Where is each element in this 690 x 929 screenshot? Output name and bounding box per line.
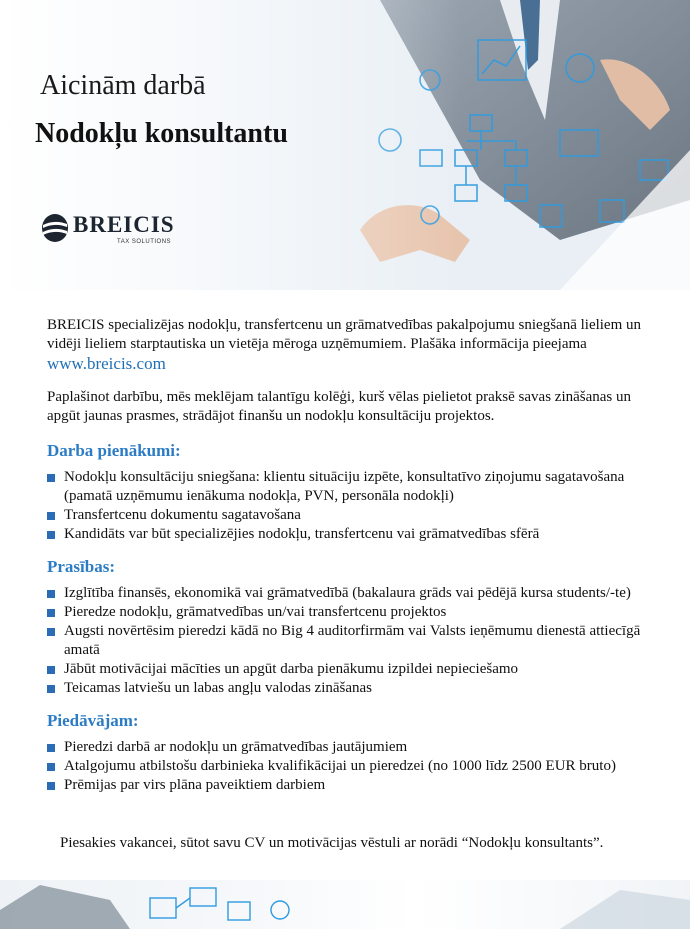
intro-text: BREICIS specializējas nodokļu, transfertcenu un grāmatvedības pakalpojumu sniegšanā lieliem un vidēji lieliem starptautiska un vietēja mēroga uzņēmumiem. Plašāka informācija pieejama	[47, 317, 642, 352]
duties-list	[47, 468, 667, 544]
apply-instructions: Piesakies vakancei, sūtot savu CV un motivācijas vēstuli ar norādi “Nodokļu konsultants”.	[60, 835, 604, 851]
breicis-logo-mark-icon	[41, 212, 69, 244]
hero-title-line1: Aicinām darbā	[40, 70, 206, 101]
list-item: Jābūt motivācijai mācīties un apgūt darba pienākumu izpildei nepieciešamo	[47, 660, 667, 679]
bullet-square-icon	[47, 744, 55, 752]
bullet-square-icon	[47, 590, 55, 598]
website-link[interactable]: www.breicis.com	[47, 354, 166, 373]
intro-paragraph-2: Paplašinot darbību, mēs meklējam talantīgu kolēģi, kurš vēlas pielietot praksē savas zināšanas un apgūt jaunas prasmes, strādājot finanšu un nodokļu konsultāciju projektos.	[47, 389, 632, 424]
list-item: Transfertcenu dokumentu sagatavošana	[47, 506, 667, 525]
breicis-logo	[41, 208, 181, 252]
list-item: Pieredzi darbā ar nodokļu un grāmatvedības jautājumiem	[47, 738, 667, 757]
bullet-square-icon	[47, 609, 55, 617]
list-item: Atalgojumu atbilstošu darbinieka kvalifikācijai un pieredzei (no 1000 līdz 2500 EUR bruto)	[47, 757, 667, 776]
bullet-square-icon	[47, 628, 55, 636]
intro-paragraph-1	[47, 316, 667, 375]
footer-decoration-image	[0, 880, 690, 929]
list-item: Teicamas latviešu un labas angļu valodas zināšanas	[47, 679, 667, 698]
bullet-square-icon	[47, 474, 55, 482]
offer-list	[47, 738, 667, 795]
footer-banner-image	[0, 880, 690, 929]
bullet-square-icon	[47, 685, 55, 693]
bullet-square-icon	[47, 531, 55, 539]
job-description	[47, 316, 667, 795]
list-item: Izglītība finansēs, ekonomikā vai grāmatvedībā (bakalaura grāds vai pēdējā kursa students/-te)	[47, 584, 667, 603]
list-item: Augsti novērtēsim pieredzi kādā no Big 4 auditorfirmām vai Valsts ieņēmumu dienestā attiecīgā amatā	[47, 622, 667, 660]
section-title-requirements: Prasības:	[47, 557, 115, 576]
bullet-square-icon	[47, 782, 55, 790]
logo-tagline: TAX SOLUTIONS	[117, 239, 172, 245]
section-title-offer: Piedāvājam:	[47, 711, 139, 730]
list-item: Nodokļu konsultāciju sniegšana: klientu situāciju izpēte, konsultatīvo ziņojumu sagatavošana (pamatā uzņēmumu ienākuma nodokļa, PVN, personāla nodokļi)	[47, 468, 667, 506]
hero-banner	[0, 0, 690, 290]
bullet-square-icon	[47, 512, 55, 520]
requirements-list	[47, 584, 667, 698]
list-item: Kandidāts var būt specializējies nodokļu, transfertcenu vai grāmatvedības sfērā	[47, 525, 667, 544]
hero-title-line2: Nodokļu konsultantu	[35, 118, 288, 149]
logo-wordmark: BREICIS	[73, 212, 175, 237]
section-title-duties: Darba pienākumi:	[47, 441, 181, 460]
list-item: Prēmijas par virs plāna paveiktiem darbiem	[47, 776, 667, 795]
bullet-square-icon	[47, 666, 55, 674]
list-item: Pieredze nodokļu, grāmatvedības un/vai transfertcenu projektos	[47, 603, 667, 622]
bullet-square-icon	[47, 763, 55, 771]
